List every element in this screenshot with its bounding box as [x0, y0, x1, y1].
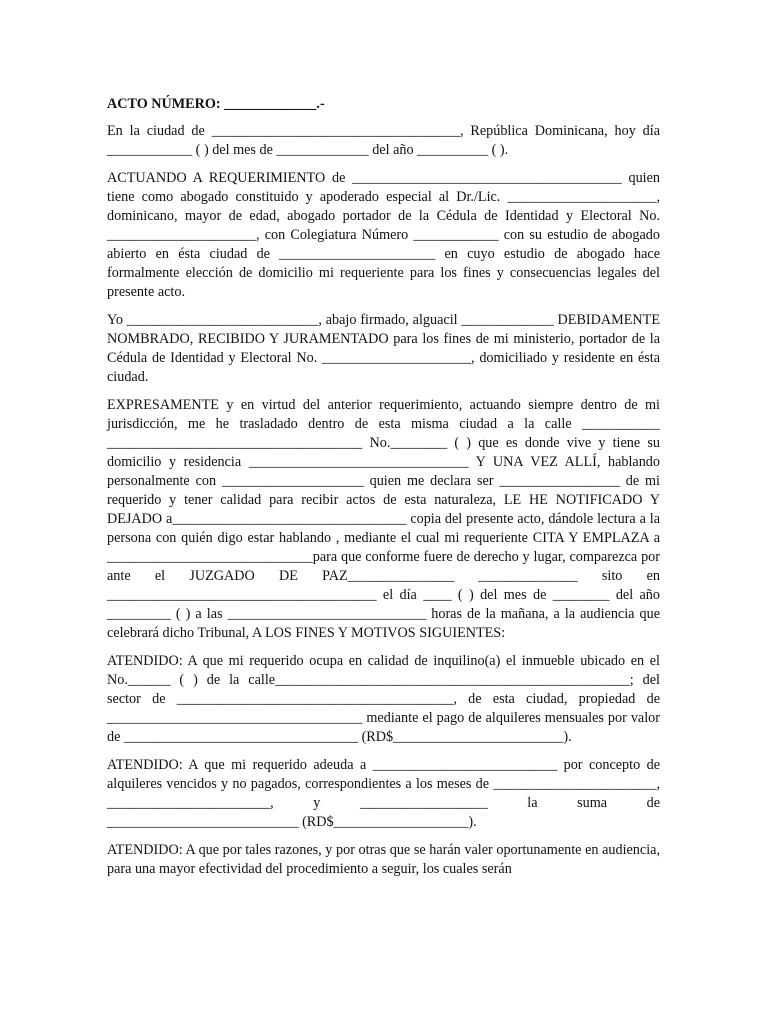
- paragraph-considering-tenant: ATENDIDO: A que mi requerido ocupa en calidad de inquilino(a) el inmueble ubicado en el No.______ ( ) de la calle__________________________________________________; del sector de _______________________________________, de esta ciudad, propiedad de ____________________________________ mediante el pago de alquileres mensuales por valor de _________________________________ (RD$________________________).: [107, 653, 660, 745]
- paragraph-considering-reasons: ATENDIDO: A que por tales razones, y por otras que se harán valer oportunamente en audiencia, para una mayor efectividad del procedimiento a seguir, los cuales serán: [107, 842, 660, 877]
- document-title: ACTO NÚMERO: _____________.-: [107, 96, 325, 112]
- paragraph-considering-debt: ATENDIDO: A que mi requerido adeuda a __________________________ por concepto de alquileres vencidos y no pagados, correspondientes a los meses de _______________________, _______________________, y __________________ la suma de ___________________________ (RD$___________________).: [107, 757, 660, 830]
- document-page: [107, 95, 660, 888]
- paragraph-bailiff: Yo ___________________________, abajo firmado, alguacil _____________ DEBIDAMENTE NOMBRADO, RECIBIDO Y JURAMENTADO para los fines de mi ministerio, portador de la Cédula de Identidad y Electoral No. _____________________, domiciliado y residente en ésta ciudad.: [107, 312, 660, 385]
- paragraph-notification: EXPRESAMENTE y en virtud del anterior requerimiento, actuando siempre dentro de mi jurisdicción, me he trasladado dentro de esta misma ciudad a la calle ___________ ____________________________________ No.________ ( ) que es donde vive y tiene su domicilio y residencia _______________________________ Y UNA VEZ ALLÍ, hablando personalmente con ____________________ quien me declara ser _________________ de mi requerido y tener calidad para recibir actos de esta naturaleza, LE HE NOTIFICADO Y DEJADO a_________________________________ copia del presente acto, dándole lectura a la persona con quién digo estar hablando , mediante el cual mi requeriente CITA Y EMPLAZA a _____________________________para que conforme fuere de derecho y lugar, comparezca por ante el JUZGADO DE PAZ_______________ ______________ sito en ______________________________________ el día ____ ( ) del mes de ________ del año _________ ( ) a las ____________________________ horas de la mañana, a la audiencia que celebrará dicho Tribunal, A LOS FINES Y MOTIVOS SIGUIENTES:: [107, 397, 660, 641]
- paragraph-location-date: En la ciudad de ___________________________________, República Dominicana, hoy día ____________ ( ) del mes de _____________ del año __________ ( ).: [107, 123, 660, 158]
- paragraph-requirement: ACTUANDO A REQUERIMIENTO de ______________________________________ quien tiene como abogado constituido y apoderado especial al Dr./Lic. _____________________, dominicano, mayor de edad, abogado portador de la Cédula de Identidad y Electoral No. _____________________, con Colegiatura Número ____________ con su estudio de abogado abierto en ésta ciudad de ______________________ en cuyo estudio de abogado hace formalmente elección de domicilio mi requeriente para los fines y consecuencias legales del presente acto.: [107, 170, 660, 300]
